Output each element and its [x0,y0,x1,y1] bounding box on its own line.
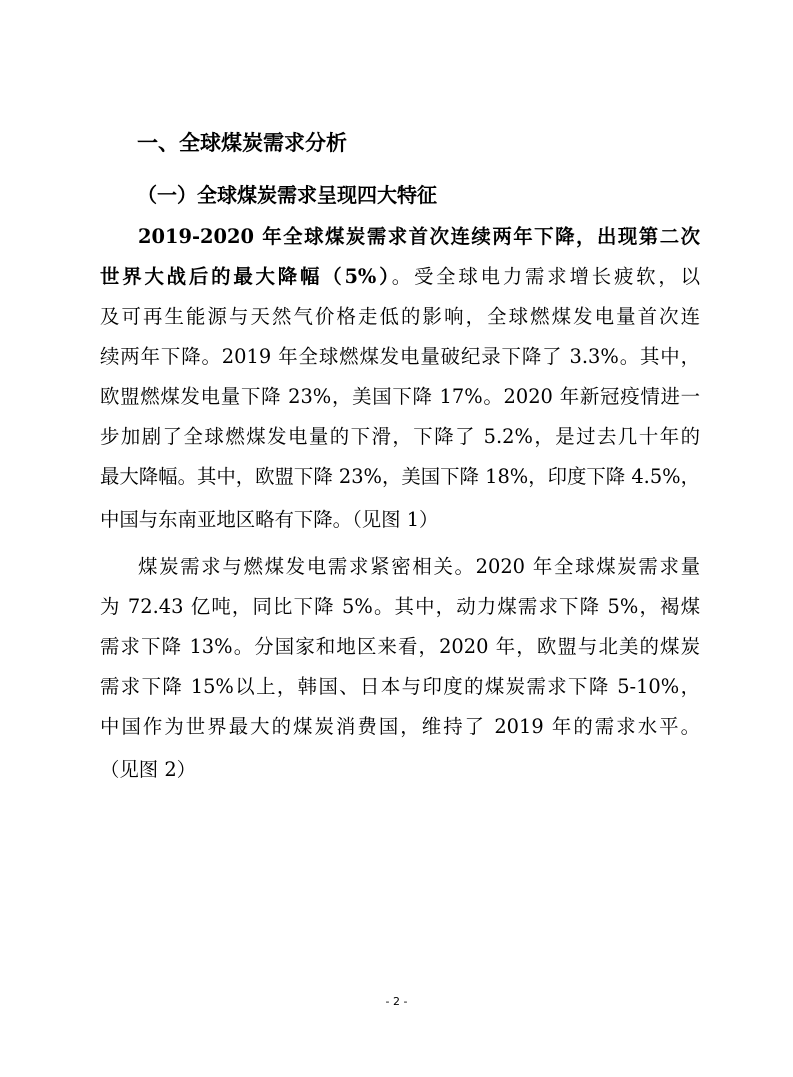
paragraph-2-line-5: 中国作为世界最大的煤炭消费国，维持了 2019 年的需求水平。 [100,715,700,738]
paragraph-2-line-4: 需求下降 15%以上，韩国、日本与印度的煤炭需求下降 5-10%， [100,675,700,698]
paragraph-1-line-4: 续两年下降。2019 年全球燃煤发电量破纪录下降了 3.3%。其中， [100,345,700,368]
paragraph-1-line-5: 欧盟燃煤发电量下降 23%，美国下降 17%。2020 年新冠疫情进一 [100,385,700,408]
paragraph-2-line-3: 需求下降 13%。分国家和地区来看，2020 年，欧盟与北美的煤炭 [100,635,700,658]
page-number: - 2 - [385,995,408,1008]
section-heading: 一、全球煤炭需求分析 [137,131,347,155]
paragraph-1-line-2 [100,257,700,297]
paragraph-2-line-2: 为 72.43 亿吨，同比下降 5%。其中，动力煤需求下降 5%，褐煤 [100,595,700,618]
paragraph-1-line-3: 及可再生能源与天然气价格走低的影响，全球燃煤发电量首次连 [100,305,700,328]
subsection-heading: （一）全球煤炭需求呈现四大特征 [137,183,437,207]
paragraph-2-line-6: （见图 2） [100,758,197,781]
paragraph-2-line-1: 煤炭需求与燃煤发电需求紧密相关。2020 年全球煤炭需求量 [138,555,700,578]
paragraph-1-line-8: 中国与东南亚地区略有下降。（见图 1） [100,508,439,531]
paragraph-1-line-1: 2019-2020 年全球煤炭需求首次连续两年下降，出现第二次 [138,225,700,248]
paragraph-1-line-7: 最大降幅。其中，欧盟下降 23%，美国下降 18%，印度下降 4.5%， [100,465,700,488]
paragraph-1-line-6: 步加剧了全球燃煤发电量的下滑，下降了 5.2%，是过去几十年的 [100,425,700,448]
paragraph-1-line-2-rest: 。受全球电力需求增长疲软，以 [391,265,700,288]
paragraph-1-bold-lead: 世界大战后的最大降幅（5%） [100,265,392,288]
